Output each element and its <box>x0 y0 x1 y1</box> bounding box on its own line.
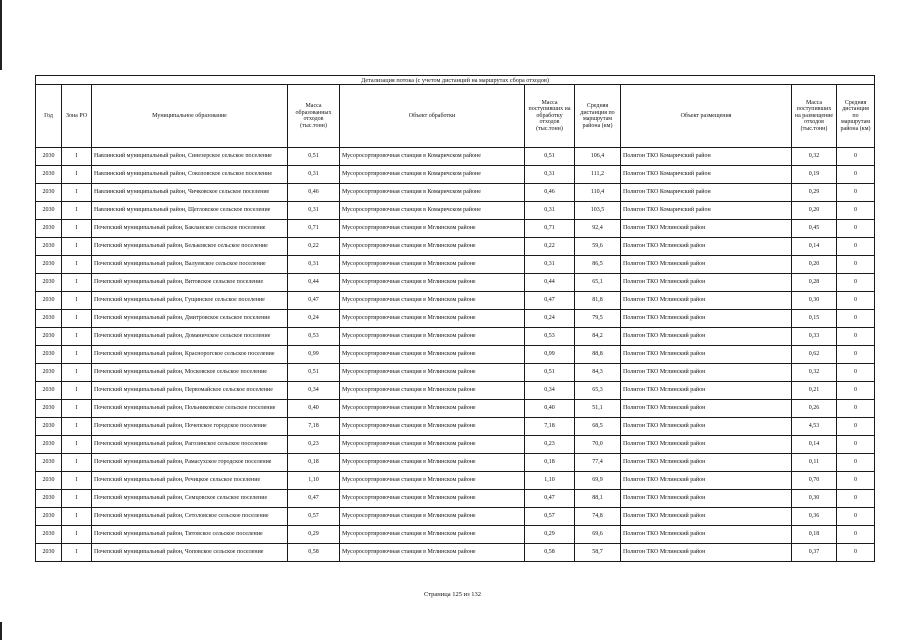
processed-mass-cell: 0,57 <box>525 508 575 526</box>
scan-edge-mark-bottom <box>0 622 2 640</box>
generated-mass-cell: 0,31 <box>288 202 340 220</box>
disposed-mass-cell: 0,37 <box>792 544 837 562</box>
table-body <box>36 148 875 562</box>
zone-cell: I <box>62 418 92 436</box>
processing-distance-cell: 86,5 <box>575 256 621 274</box>
generated-mass-cell: 0,29 <box>288 526 340 544</box>
municipality-cell: Почепский муниципальный район, Речицкое сельское поселение <box>92 472 288 490</box>
disposal-distance-cell: 0 <box>837 220 875 238</box>
year-cell: 2030 <box>36 202 62 220</box>
generated-mass-cell: 0,40 <box>288 400 340 418</box>
disposal-distance-cell: 0 <box>837 472 875 490</box>
table-row <box>36 490 875 508</box>
zone-cell: I <box>62 526 92 544</box>
disposal-distance-cell: 0 <box>837 526 875 544</box>
generated-mass-cell: 7,18 <box>288 418 340 436</box>
municipality-cell: Почепский муниципальный район, Бельковское сельское поселение <box>92 238 288 256</box>
disposal-facility-cell: Полигон ТКО Комаричский район <box>621 148 792 166</box>
processing-facility-cell: Мусоросортировочная станция в Мглинском районе <box>340 508 525 526</box>
generated-mass-cell: 0,22 <box>288 238 340 256</box>
generated-mass-cell: 0,99 <box>288 346 340 364</box>
year-cell: 2030 <box>36 382 62 400</box>
column-year-header: Год <box>36 85 62 148</box>
disposed-mass-cell: 0,62 <box>792 346 837 364</box>
disposal-facility-cell: Полигон ТКО Мглинский район <box>621 238 792 256</box>
table-row <box>36 436 875 454</box>
table-row <box>36 454 875 472</box>
generated-mass-cell: 0,71 <box>288 220 340 238</box>
disposal-distance-cell: 0 <box>837 544 875 562</box>
year-cell: 2030 <box>36 328 62 346</box>
processing-distance-cell: 69,6 <box>575 526 621 544</box>
generated-mass-cell: 0,44 <box>288 274 340 292</box>
generated-mass-cell: 0,51 <box>288 364 340 382</box>
year-cell: 2030 <box>36 166 62 184</box>
table-row <box>36 346 875 364</box>
disposed-mass-cell: 0,29 <box>792 184 837 202</box>
processing-facility-cell: Мусоросортировочная станция в Мглинском районе <box>340 328 525 346</box>
disposal-facility-cell: Полигон ТКО Мглинский район <box>621 526 792 544</box>
processed-mass-cell: 0,24 <box>525 310 575 328</box>
processing-distance-cell: 84,2 <box>575 328 621 346</box>
zone-cell: I <box>62 292 92 310</box>
disposal-distance-cell: 0 <box>837 454 875 472</box>
municipality-cell: Навлинский муниципальный район, Щегловское сельское поселение <box>92 202 288 220</box>
year-cell: 2030 <box>36 436 62 454</box>
processing-distance-cell: 79,5 <box>575 310 621 328</box>
disposal-distance-cell: 0 <box>837 382 875 400</box>
column-processed-mass-header: Масса поступивших на обработку отходов (тыс.тонн) <box>525 85 575 148</box>
zone-cell: I <box>62 148 92 166</box>
generated-mass-cell: 0,47 <box>288 490 340 508</box>
municipality-cell: Почепский муниципальный район, Почепское городское поселение <box>92 418 288 436</box>
municipality-cell: Почепский муниципальный район, Польниковское сельское поселение <box>92 400 288 418</box>
processing-distance-cell: 103,5 <box>575 202 621 220</box>
disposal-distance-cell: 0 <box>837 418 875 436</box>
column-disposal-distance-header: Средняя дистанция по маршрутам района (км) <box>837 85 875 148</box>
disposal-facility-cell: Полигон ТКО Комаричский район <box>621 184 792 202</box>
table-row <box>36 418 875 436</box>
year-cell: 2030 <box>36 310 62 328</box>
processing-facility-cell: Мусоросортировочная станция в Комаричском районе <box>340 166 525 184</box>
processing-facility-cell: Мусоросортировочная станция в Мглинском районе <box>340 256 525 274</box>
processed-mass-cell: 7,18 <box>525 418 575 436</box>
processing-distance-cell: 65,1 <box>575 274 621 292</box>
processed-mass-cell: 0,40 <box>525 400 575 418</box>
disposed-mass-cell: 0,30 <box>792 490 837 508</box>
disposed-mass-cell: 0,11 <box>792 454 837 472</box>
zone-cell: I <box>62 544 92 562</box>
disposal-distance-cell: 0 <box>837 346 875 364</box>
disposal-facility-cell: Полигон ТКО Мглинский район <box>621 274 792 292</box>
zone-cell: I <box>62 364 92 382</box>
processing-facility-cell: Мусоросортировочная станция в Мглинском районе <box>340 220 525 238</box>
processed-mass-cell: 0,58 <box>525 544 575 562</box>
disposal-distance-cell: 0 <box>837 490 875 508</box>
generated-mass-cell: 0,51 <box>288 148 340 166</box>
column-municipality-header: Муниципальное образование <box>92 85 288 148</box>
disposal-facility-cell: Полигон ТКО Мглинский район <box>621 346 792 364</box>
zone-cell: I <box>62 400 92 418</box>
zone-cell: I <box>62 328 92 346</box>
disposal-distance-cell: 0 <box>837 166 875 184</box>
processing-facility-cell: Мусоросортировочная станция в Комаричском районе <box>340 148 525 166</box>
table-row <box>36 292 875 310</box>
column-disposed-mass-header: Масса поступивших на размещение отходов (тыс.тонн) <box>792 85 837 148</box>
disposed-mass-cell: 0,14 <box>792 436 837 454</box>
year-cell: 2030 <box>36 292 62 310</box>
generated-mass-cell: 0,34 <box>288 382 340 400</box>
processed-mass-cell: 0,47 <box>525 490 575 508</box>
processing-facility-cell: Мусоросортировочная станция в Мглинском районе <box>340 364 525 382</box>
municipality-cell: Почепский муниципальный район, Первомайское сельское поселение <box>92 382 288 400</box>
processed-mass-cell: 0,31 <box>525 256 575 274</box>
disposal-facility-cell: Полигон ТКО Мглинский район <box>621 328 792 346</box>
processing-facility-cell: Мусоросортировочная станция в Комаричском районе <box>340 202 525 220</box>
year-cell: 2030 <box>36 472 62 490</box>
disposal-distance-cell: 0 <box>837 310 875 328</box>
disposed-mass-cell: 0,14 <box>792 238 837 256</box>
table-row <box>36 526 875 544</box>
processing-distance-cell: 77,4 <box>575 454 621 472</box>
year-cell: 2030 <box>36 148 62 166</box>
municipality-cell: Почепский муниципальный район, Краснорогское сельское поселение <box>92 346 288 364</box>
processing-facility-cell: Мусоросортировочная станция в Мглинском районе <box>340 526 525 544</box>
disposal-distance-cell: 0 <box>837 184 875 202</box>
disposal-distance-cell: 0 <box>837 292 875 310</box>
processing-distance-cell: 88,1 <box>575 490 621 508</box>
processing-distance-cell: 110,4 <box>575 184 621 202</box>
municipality-cell: Почепский муниципальный район, Семцовское сельское поселение <box>92 490 288 508</box>
disposed-mass-cell: 0,15 <box>792 310 837 328</box>
year-cell: 2030 <box>36 238 62 256</box>
generated-mass-cell: 0,24 <box>288 310 340 328</box>
generated-mass-cell: 0,23 <box>288 436 340 454</box>
municipality-cell: Почепский муниципальный район, Бакланское сельское поселение <box>92 220 288 238</box>
disposed-mass-cell: 0,20 <box>792 202 837 220</box>
table-row <box>36 220 875 238</box>
processing-facility-cell: Мусоросортировочная станция в Мглинском районе <box>340 436 525 454</box>
disposal-facility-cell: Полигон ТКО Комаричский район <box>621 202 792 220</box>
generated-mass-cell: 1,10 <box>288 472 340 490</box>
zone-cell: I <box>62 310 92 328</box>
year-cell: 2030 <box>36 184 62 202</box>
processing-distance-cell: 59,6 <box>575 238 621 256</box>
table-row <box>36 544 875 562</box>
processing-facility-cell: Мусоросортировочная станция в Комаричском районе <box>340 184 525 202</box>
disposal-facility-cell: Полигон ТКО Мглинский район <box>621 400 792 418</box>
disposed-mass-cell: 0,26 <box>792 400 837 418</box>
processing-distance-cell: 68,5 <box>575 418 621 436</box>
generated-mass-cell: 0,53 <box>288 328 340 346</box>
zone-cell: I <box>62 220 92 238</box>
disposal-facility-cell: Полигон ТКО Мглинский район <box>621 544 792 562</box>
disposed-mass-cell: 0,28 <box>792 274 837 292</box>
processing-facility-cell: Мусоросортировочная станция в Мглинском районе <box>340 418 525 436</box>
zone-cell: I <box>62 508 92 526</box>
table-header-row <box>36 85 875 148</box>
disposed-mass-cell: 0,18 <box>792 526 837 544</box>
municipality-cell: Почепский муниципальный район, Рагозинское сельское поселение <box>92 436 288 454</box>
processing-facility-cell: Мусоросортировочная станция в Мглинском районе <box>340 454 525 472</box>
municipality-cell: Почепский муниципальный район, Дмитровское сельское поселение <box>92 310 288 328</box>
disposal-distance-cell: 0 <box>837 256 875 274</box>
processing-distance-cell: 84,3 <box>575 364 621 382</box>
disposed-mass-cell: 0,45 <box>792 220 837 238</box>
zone-cell: I <box>62 490 92 508</box>
table-row <box>36 166 875 184</box>
flow-detail-table <box>35 75 875 562</box>
municipality-cell: Почепский муниципальный район, Гущинское сельское поселение <box>92 292 288 310</box>
processing-distance-cell: 111,2 <box>575 166 621 184</box>
column-processing-distance-header: Средняя дистанция по маршрутам района (км) <box>575 85 621 148</box>
municipality-cell: Почепский муниципальный район, Валуевское сельское поселение <box>92 256 288 274</box>
year-cell: 2030 <box>36 256 62 274</box>
disposal-facility-cell: Полигон ТКО Мглинский район <box>621 292 792 310</box>
disposal-distance-cell: 0 <box>837 436 875 454</box>
generated-mass-cell: 0,31 <box>288 166 340 184</box>
table-row <box>36 508 875 526</box>
municipality-cell: Навлинский муниципальный район, Синезерское сельское поселение <box>92 148 288 166</box>
year-cell: 2030 <box>36 274 62 292</box>
table-row <box>36 310 875 328</box>
table-row <box>36 202 875 220</box>
zone-cell: I <box>62 274 92 292</box>
disposal-distance-cell: 0 <box>837 328 875 346</box>
year-cell: 2030 <box>36 490 62 508</box>
zone-cell: I <box>62 436 92 454</box>
municipality-cell: Навлинский муниципальный район, Соколовское сельское поселение <box>92 166 288 184</box>
processed-mass-cell: 0,71 <box>525 220 575 238</box>
processed-mass-cell: 0,29 <box>525 526 575 544</box>
table-row <box>36 364 875 382</box>
processed-mass-cell: 0,51 <box>525 364 575 382</box>
table-row <box>36 238 875 256</box>
processing-distance-cell: 51,1 <box>575 400 621 418</box>
processing-distance-cell: 92,4 <box>575 220 621 238</box>
disposal-facility-cell: Полигон ТКО Мглинский район <box>621 508 792 526</box>
year-cell: 2030 <box>36 346 62 364</box>
processed-mass-cell: 0,53 <box>525 328 575 346</box>
disposal-distance-cell: 0 <box>837 400 875 418</box>
processing-distance-cell: 88,8 <box>575 346 621 364</box>
municipality-cell: Почепский муниципальный район, Витовское сельское поселение <box>92 274 288 292</box>
generated-mass-cell: 0,46 <box>288 184 340 202</box>
processing-distance-cell: 65,3 <box>575 382 621 400</box>
municipality-cell: Навлинский муниципальный район, Чичковское сельское поселение <box>92 184 288 202</box>
processed-mass-cell: 0,23 <box>525 436 575 454</box>
generated-mass-cell: 0,47 <box>288 292 340 310</box>
zone-cell: I <box>62 184 92 202</box>
processing-facility-cell: Мусоросортировочная станция в Мглинском районе <box>340 346 525 364</box>
processing-distance-cell: 74,8 <box>575 508 621 526</box>
table-caption: Детализация потока (с учетом дистанций на маршрутах сбора отходов) <box>36 76 875 85</box>
page-number: Страница 125 из 132 <box>423 591 482 598</box>
disposed-mass-cell: 0,36 <box>792 508 837 526</box>
municipality-cell: Почепский муниципальный район, Чоповское сельское поселение <box>92 544 288 562</box>
disposed-mass-cell: 0,70 <box>792 472 837 490</box>
processing-facility-cell: Мусоросортировочная станция в Мглинском районе <box>340 400 525 418</box>
processed-mass-cell: 0,22 <box>525 238 575 256</box>
processing-facility-cell: Мусоросортировочная станция в Мглинском районе <box>340 490 525 508</box>
disposed-mass-cell: 0,20 <box>792 256 837 274</box>
column-processing-facility-header: Объект обработки <box>340 85 525 148</box>
processing-distance-cell: 69,9 <box>575 472 621 490</box>
processing-facility-cell: Мусоросортировочная станция в Мглинском районе <box>340 292 525 310</box>
zone-cell: I <box>62 346 92 364</box>
processed-mass-cell: 0,51 <box>525 148 575 166</box>
disposal-facility-cell: Полигон ТКО Мглинский район <box>621 382 792 400</box>
disposal-distance-cell: 0 <box>837 238 875 256</box>
year-cell: 2030 <box>36 508 62 526</box>
disposal-distance-cell: 0 <box>837 202 875 220</box>
disposal-distance-cell: 0 <box>837 508 875 526</box>
disposed-mass-cell: 0,19 <box>792 166 837 184</box>
disposal-facility-cell: Полигон ТКО Мглинский район <box>621 472 792 490</box>
disposal-facility-cell: Полигон ТКО Мглинский район <box>621 310 792 328</box>
zone-cell: I <box>62 454 92 472</box>
table-row <box>36 328 875 346</box>
processing-facility-cell: Мусоросортировочная станция в Мглинском районе <box>340 274 525 292</box>
processing-facility-cell: Мусоросортировочная станция в Мглинском районе <box>340 382 525 400</box>
processing-distance-cell: 81,8 <box>575 292 621 310</box>
year-cell: 2030 <box>36 364 62 382</box>
municipality-cell: Почепский муниципальный район, Московское сельское поселение <box>92 364 288 382</box>
processing-facility-cell: Мусоросортировочная станция в Мглинском районе <box>340 310 525 328</box>
zone-cell: I <box>62 256 92 274</box>
disposal-facility-cell: Полигон ТКО Мглинский район <box>621 256 792 274</box>
municipality-cell: Почепский муниципальный район, Рамасухское городское поселение <box>92 454 288 472</box>
year-cell: 2030 <box>36 418 62 436</box>
generated-mass-cell: 0,31 <box>288 256 340 274</box>
zone-cell: I <box>62 472 92 490</box>
generated-mass-cell: 0,58 <box>288 544 340 562</box>
processed-mass-cell: 0,46 <box>525 184 575 202</box>
column-zone-header: Зона РО <box>62 85 92 148</box>
disposed-mass-cell: 0,21 <box>792 382 837 400</box>
disposal-distance-cell: 0 <box>837 148 875 166</box>
processed-mass-cell: 0,31 <box>525 202 575 220</box>
disposal-distance-cell: 0 <box>837 364 875 382</box>
processing-distance-cell: 106,4 <box>575 148 621 166</box>
scan-edge-mark-top <box>0 0 2 70</box>
disposal-facility-cell: Полигон ТКО Мглинский район <box>621 454 792 472</box>
table-row <box>36 148 875 166</box>
disposal-facility-cell: Полигон ТКО Мглинский район <box>621 220 792 238</box>
disposal-facility-cell: Полигон ТКО Мглинский район <box>621 490 792 508</box>
municipality-cell: Почепский муниципальный район, Доманичское сельское поселение <box>92 328 288 346</box>
zone-cell: I <box>62 238 92 256</box>
zone-cell: I <box>62 166 92 184</box>
processing-facility-cell: Мусоросортировочная станция в Мглинском районе <box>340 472 525 490</box>
generated-mass-cell: 0,18 <box>288 454 340 472</box>
table-row <box>36 256 875 274</box>
municipality-cell: Почепский муниципальный район, Сетоловское сельское поселение <box>92 508 288 526</box>
year-cell: 2030 <box>36 544 62 562</box>
table-row <box>36 382 875 400</box>
disposed-mass-cell: 4,53 <box>792 418 837 436</box>
processed-mass-cell: 0,34 <box>525 382 575 400</box>
processed-mass-cell: 0,44 <box>525 274 575 292</box>
processing-distance-cell: 58,7 <box>575 544 621 562</box>
table-row <box>36 400 875 418</box>
disposal-distance-cell: 0 <box>837 274 875 292</box>
processed-mass-cell: 0,18 <box>525 454 575 472</box>
table-row <box>36 184 875 202</box>
processed-mass-cell: 1,10 <box>525 472 575 490</box>
processed-mass-cell: 0,99 <box>525 346 575 364</box>
disposed-mass-cell: 0,33 <box>792 328 837 346</box>
table-row <box>36 274 875 292</box>
processing-facility-cell: Мусоросортировочная станция в Мглинском районе <box>340 544 525 562</box>
processing-facility-cell: Мусоросортировочная станция в Мглинском районе <box>340 238 525 256</box>
disposed-mass-cell: 0,32 <box>792 364 837 382</box>
disposal-facility-cell: Полигон ТКО Мглинский район <box>621 418 792 436</box>
processed-mass-cell: 0,47 <box>525 292 575 310</box>
processed-mass-cell: 0,31 <box>525 166 575 184</box>
disposal-facility-cell: Полигон ТКО Мглинский район <box>621 364 792 382</box>
generated-mass-cell: 0,57 <box>288 508 340 526</box>
table-row <box>36 472 875 490</box>
year-cell: 2030 <box>36 400 62 418</box>
disposal-facility-cell: Полигон ТКО Мглинский район <box>621 436 792 454</box>
zone-cell: I <box>62 382 92 400</box>
year-cell: 2030 <box>36 454 62 472</box>
processing-distance-cell: 70,0 <box>575 436 621 454</box>
municipality-cell: Почепский муниципальный район, Титовское сельское поселение <box>92 526 288 544</box>
disposal-facility-cell: Полигон ТКО Комаричский район <box>621 166 792 184</box>
zone-cell: I <box>62 202 92 220</box>
year-cell: 2030 <box>36 526 62 544</box>
year-cell: 2030 <box>36 220 62 238</box>
disposed-mass-cell: 0,32 <box>792 148 837 166</box>
column-disposal-facility-header: Объект размещения <box>621 85 792 148</box>
disposed-mass-cell: 0,30 <box>792 292 837 310</box>
column-generated-mass-header: Масса образованных отходов (тыс.тонн) <box>288 85 340 148</box>
